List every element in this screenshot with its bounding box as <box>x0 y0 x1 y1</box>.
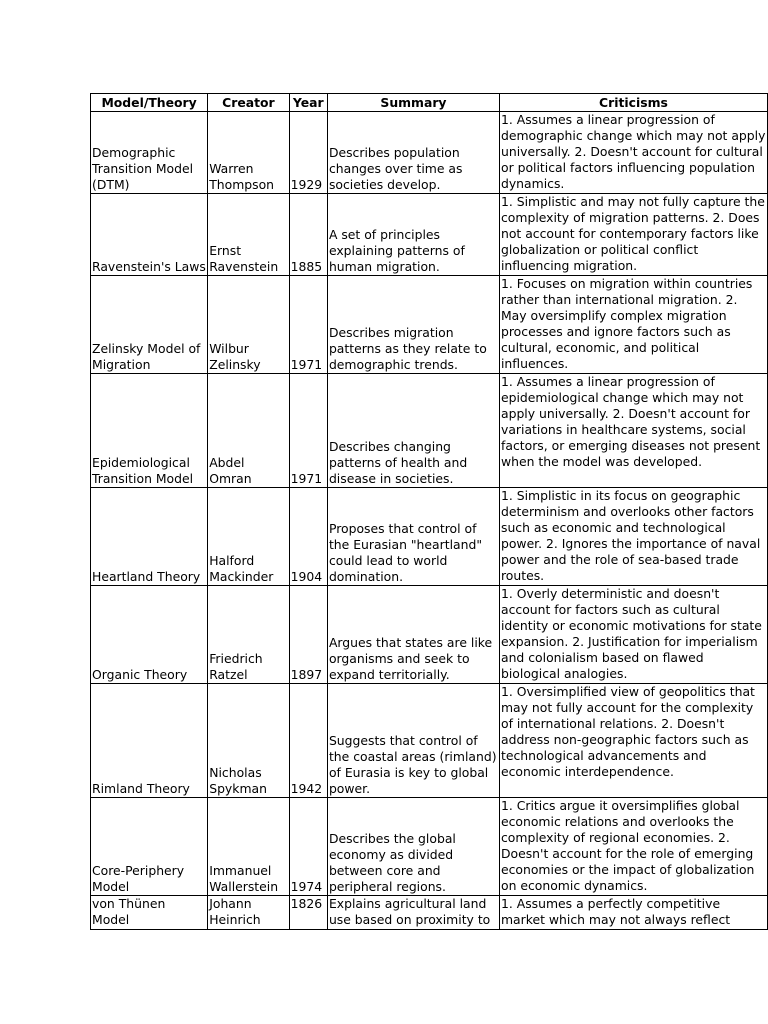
cell-summary: Proposes that control of the Eurasian "heartland" could lead to world domination. <box>327 488 499 586</box>
cell-summary: A set of principles explaining patterns of human migration. <box>327 194 499 276</box>
criticisms-text: 1. Overly deterministic and doesn't account for factors such as cultural identity or economic motivations for state expansion. 2. Justification for imperialism and colonialism based on flawed biological analogies. <box>500 586 762 681</box>
cell-creator: Johann Heinrich <box>208 896 289 930</box>
cell-creator: Immanuel Wallerstein <box>208 798 289 896</box>
table-row <box>91 798 768 896</box>
criticisms-text: 1. Assumes a linear progression of demographic change which may not apply universally. 2. Doesn't account for cultural or political factors influencing population dynamics. <box>500 112 766 191</box>
cell-criticisms <box>499 374 767 488</box>
cell-year: 1971 <box>289 276 327 374</box>
cell-model: Rimland Theory <box>91 684 208 798</box>
cell-year: 1885 <box>289 194 327 276</box>
cell-summary: Describes the global economy as divided between core and peripheral regions. <box>327 798 499 896</box>
cell-criticisms <box>499 276 767 374</box>
criticisms-text: 1. Oversimplified view of geopolitics that may not fully account for the complexity of international relations. 2. Doesn't address non-geographic factors such as technological advancements and economic interdependence. <box>500 684 755 779</box>
header-year: Year <box>289 94 327 112</box>
cell-summary: Describes changing patterns of health and disease in societies. <box>327 374 499 488</box>
table-row <box>91 586 768 684</box>
criticisms-text: 1. Critics argue it oversimplifies global economic relations and overlooks the complexity of regional economies. 2. Doesn't account for the role of emerging economies or the impact of globalization on economic dynamics. <box>500 798 755 893</box>
cell-year: 1974 <box>289 798 327 896</box>
models-table <box>90 93 768 930</box>
cell-criticisms <box>499 112 767 194</box>
cell-creator: Halford Mackinder <box>208 488 289 586</box>
criticisms-text: 1. Focuses on migration within countries rather than international migration. 2. May oversimplify complex migration processes and ignore factors such as cultural, economic, and political influences. <box>500 276 753 371</box>
criticisms-text: 1. Simplistic and may not fully capture the complexity of migration patterns. 2. Does not account for contemporary factors like globalization or political conflict influencing migration. <box>500 194 765 273</box>
cell-model: Demographic Transition Model (DTM) <box>91 112 208 194</box>
cell-model: von Thünen Model <box>91 896 208 930</box>
cell-model: Epidemiological Transition Model <box>91 374 208 488</box>
header-summary: Summary <box>327 94 499 112</box>
cell-criticisms <box>499 586 767 684</box>
cell-year: 1929 <box>289 112 327 194</box>
cell-model: Core-Periphery Model <box>91 798 208 896</box>
cell-summary: Describes population changes over time as societies develop. <box>327 112 499 194</box>
cell-creator: Wilbur Zelinsky <box>208 276 289 374</box>
cell-summary: Explains agricultural land use based on proximity to <box>327 896 499 930</box>
cell-summary: Describes migration patterns as they relate to demographic trends. <box>327 276 499 374</box>
cell-year: 1971 <box>289 374 327 488</box>
criticisms-text: 1. Simplistic in its focus on geographic determinism and overlooks other factors such as economic and technological power. 2. Ignores the importance of naval power and the role of sea-based trade routes. <box>500 488 761 583</box>
cell-year: 1897 <box>289 586 327 684</box>
cell-creator: Abdel Omran <box>208 374 289 488</box>
header-row <box>91 94 768 112</box>
cell-creator: Ernst Ravenstein <box>208 194 289 276</box>
cell-model: Zelinsky Model of Migration <box>91 276 208 374</box>
cell-creator: Warren Thompson <box>208 112 289 194</box>
cell-criticisms <box>499 896 767 930</box>
cell-summary: Argues that states are like organisms and seek to expand territorially. <box>327 586 499 684</box>
cell-creator: Nicholas Spykman <box>208 684 289 798</box>
header-creator: Creator <box>208 94 289 112</box>
cell-year: 1826 <box>289 896 327 930</box>
cell-criticisms <box>499 194 767 276</box>
table-row <box>91 684 768 798</box>
criticisms-text: 1. Assumes a perfectly competitive market which may not always reflect <box>500 896 731 927</box>
table-row <box>91 194 768 276</box>
header-criticisms: Criticisms <box>499 94 767 112</box>
cell-criticisms <box>499 488 767 586</box>
header-model: Model/Theory <box>91 94 208 112</box>
table-row <box>91 374 768 488</box>
cell-model: Heartland Theory <box>91 488 208 586</box>
cell-model: Organic Theory <box>91 586 208 684</box>
table-row <box>91 112 768 194</box>
cell-criticisms <box>499 798 767 896</box>
cell-creator: Friedrich Ratzel <box>208 586 289 684</box>
cell-year: 1942 <box>289 684 327 798</box>
cell-summary: Suggests that control of the coastal areas (rimland) of Eurasia is key to global power. <box>327 684 499 798</box>
table-row <box>91 276 768 374</box>
criticisms-text: 1. Assumes a linear progression of epidemiological change which may not apply universally. 2. Doesn't account for variations in healthcare systems, social factors, or emerging diseases not present when the model was developed. <box>500 374 761 469</box>
cell-year: 1904 <box>289 488 327 586</box>
cell-criticisms <box>499 684 767 798</box>
cell-model: Ravenstein's Laws <box>91 194 208 276</box>
table-row <box>91 896 768 930</box>
table-row <box>91 488 768 586</box>
